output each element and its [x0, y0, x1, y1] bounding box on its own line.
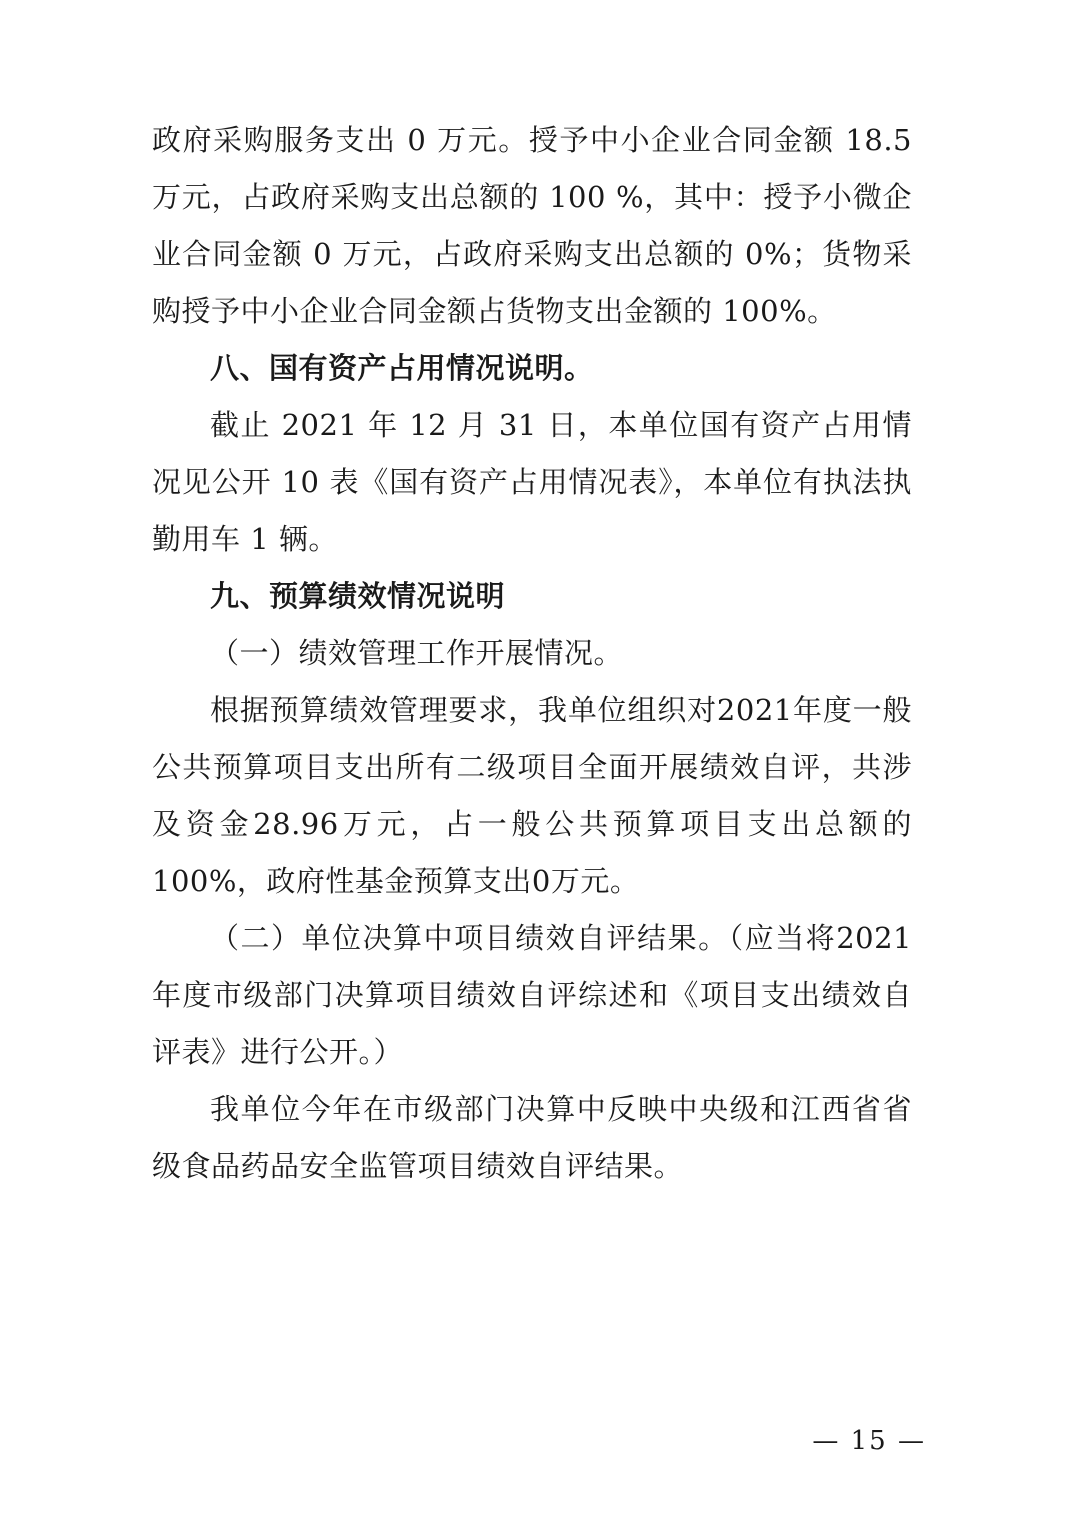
paragraph-procurement-sme: 政府采购服务支出 0 万元。授予中小企业合同金额 18.5 万元，占政府采购支出总额的 100 %，其中：授予小微企业合同金额 0 万元，占政府采购支出总额的 0%；货物采购授予中小企业合同金额占货物支出金额的 100%。 — [152, 123, 912, 328]
subheading-self-evaluation: （二）单位决算中项目绩效自评结果。（应当将2021年度市级部门决算项目绩效自评综述和《项目支出绩效自评表》进行公开。） — [152, 921, 912, 1069]
paragraph-self-evaluation-result: 我单位今年在市级部门决算中反映中央级和江西省省级食品药品安全监管项目绩效自评结果。 — [152, 1092, 912, 1183]
heading-budget-performance: 九、预算绩效情况说明 — [210, 579, 506, 613]
document-body — [152, 112, 912, 1195]
paragraph-state-assets: 截止 2021 年 12 月 31 日，本单位国有资产占用情况见公开 10 表《国有资产占用情况表》，本单位有执法执勤用车 1 辆。 — [152, 408, 912, 556]
subheading-performance-management: （一）绩效管理工作开展情况。 — [210, 636, 624, 670]
paragraph-performance-management: 根据预算绩效管理要求，我单位组织对2021年度一般公共预算项目支出所有二级项目全面开展绩效自评，共涉及资金28.96万元，占一般公共预算项目支出总额的100%，政府性基金预算支出0万元。 — [152, 693, 912, 898]
page-number: — 15 — — [812, 1426, 926, 1456]
heading-state-assets: 八、国有资产占用情况说明。 — [210, 351, 594, 385]
